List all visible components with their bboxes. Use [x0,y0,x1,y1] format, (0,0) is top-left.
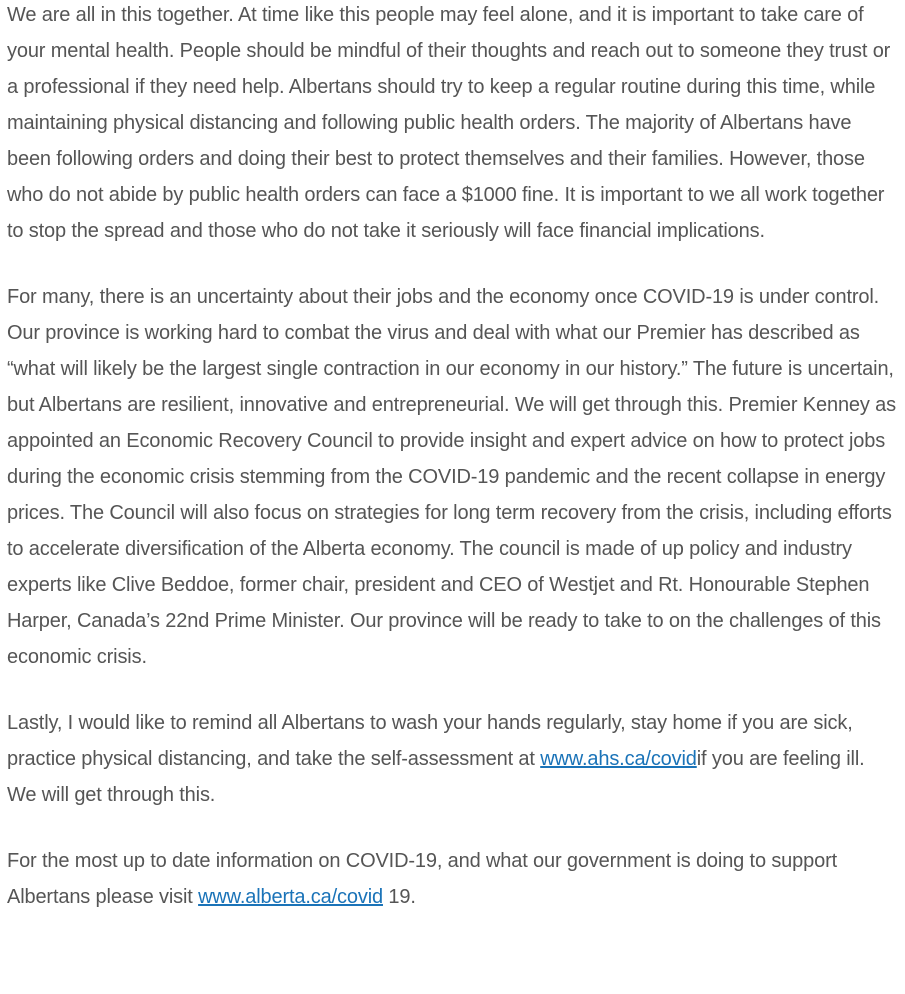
paragraph-more-info [7,843,898,915]
paragraph-reminder-text: Lastly, I would like to remind all Albertans to wash your hands regularly, stay home if you are sick, practice physical distancing, and take the self-assessment at [7,712,853,770]
ahs-covid-link[interactable]: www.ahs.ca/covid [540,748,697,770]
paragraph-reminder-tail: if you are feeling ill. We will get through this. [7,748,865,806]
paragraph-more-info-text: For the most up to date information on COVID-19, and what our government is doing to support Albertans please visit [7,850,837,908]
paragraph-more-info-tail: 19. [382,886,416,908]
paragraph-economy: For many, there is an uncertainty about their jobs and the economy once COVID-19 is under control. Our province is working hard to combat the virus and deal with what our Premier has described as “what will likely be the largest single contraction in our economy in our history.” The future is uncertain, but Albertans are resilient, innovative and entrepreneurial. We will get through this. Premier Kenney as appointed an Economic Recovery Council to provide insight and expert advice on how to protect jobs during the economic crisis stemming from the COVID-19 pandemic and the recent collapse in energy prices. The Council will also focus on strategies for long term recovery from the crisis, including efforts to accelerate diversification of the Alberta economy. The council is made of up policy and industry experts like Clive Beddoe, former chair, president and CEO of Westjet and Rt. Honourable Stephen Harper, Canada’s 22nd Prime Minister. Our province will be ready to take to on the challenges of this economic crisis. [7,286,896,668]
paragraph-mental-health: We are all in this together. At time like this people may feel alone, and it is important to take care of your mental health. People should be mindful of their thoughts and reach out to someone they trust or a professional if they need help. Albertans should try to keep a regular routine during this time, while maintaining physical distancing and following public health orders. The majority of Albertans have been following orders and doing their best to protect themselves and their families. However, those who do not abide by public health orders can face a $1000 fine. It is important to we all work together to stop the spread and those who do not take it seriously will face financial implications. [7,4,891,242]
alberta-covid-link[interactable]: www.alberta.ca/covid [198,886,383,908]
paragraph-reminder [7,705,898,813]
